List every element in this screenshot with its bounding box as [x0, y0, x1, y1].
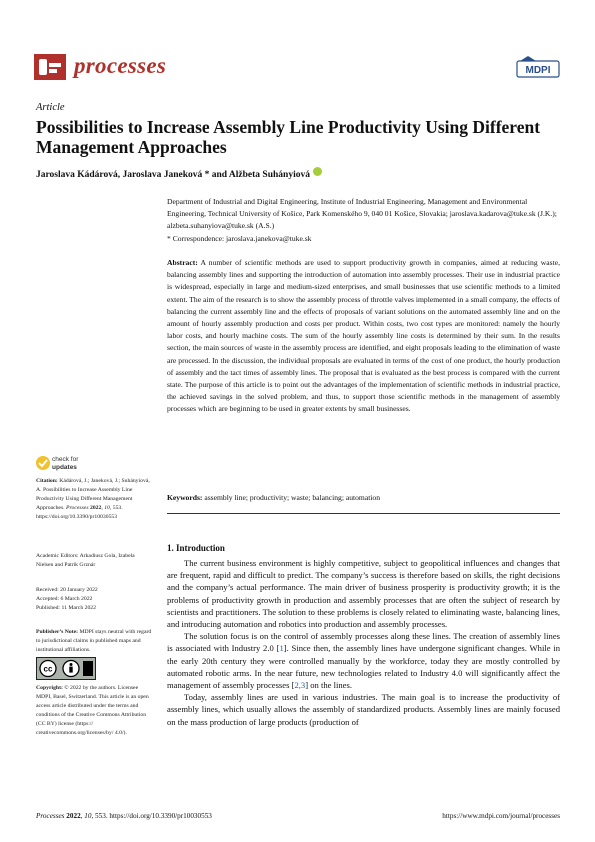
accepted-date: Accepted: 6 March 2022 [36, 596, 93, 603]
citation-block [36, 477, 152, 522]
citation-year: 2022 [88, 505, 102, 512]
check-for-updates[interactable] [52, 456, 78, 471]
introduction-body [167, 557, 560, 728]
affiliation-block [167, 196, 560, 245]
section-divider [167, 513, 560, 514]
check-updates-line1: check for [52, 456, 79, 463]
publisher-note [36, 628, 152, 655]
paragraph [167, 630, 560, 691]
svg-text:cc: cc [43, 664, 53, 674]
author-list [36, 167, 322, 180]
reference-link[interactable]: 1 [279, 643, 284, 654]
footer-journal: Processes [36, 812, 65, 820]
academic-editors: Academic Editors: Arkadiusz Gola, Izabela Nielsen and Patrik Grznár [36, 553, 135, 569]
footer-journal-url[interactable]: https://www.mdpi.com/journal/processes [442, 812, 560, 820]
page-footer [36, 812, 560, 820]
citation-journal: Processes [66, 505, 89, 512]
published-date: Published: 11 March 2022 [36, 605, 96, 612]
authors-text: Jaroslava Kádárová, Jaroslava Janeková * and Alžbeta Suhányiová [36, 170, 310, 180]
abstract [167, 257, 560, 416]
paragraph: Today, assembly lines are used in various industries. The main goal is to increase the productivity of assembly lines, which usually allows the assembly of standardized products. Assembly lines are mainly focused on the mass production of large products (production of [167, 692, 560, 727]
affiliation-text: Department of Industrial and Digital Engineering, Institute of Industrial Engineering, Management and Environmental Engineering, Technical University of Košice, Park Komenského 9, 040 01 Košice, Slovakia; jaroslava.kadarova@tuke.sk (J.K.); alzbeta.suhanyiova@tuke.sk (A.S.) [167, 197, 557, 231]
citation-label: Citation: [36, 478, 58, 484]
copyright-block [36, 684, 152, 739]
paragraph-text: ]. Since then, the assembly lines have undergone significant changes. While in the early 20th century they were controlled manually by the workforce, today they are mostly controlled by automated robotic arms. In the near future, new technologies related to Industry 4.0 will significantly affect the management of assembly processes [ [167, 643, 560, 691]
dates-block [36, 586, 152, 613]
keywords-label: Keywords: [167, 493, 203, 502]
reference-link[interactable]: 2,3 [294, 680, 306, 691]
paragraph-text: ] on the lines. [305, 680, 352, 691]
publisher-note-label: Publisher’s Note: [36, 629, 79, 635]
check-for-updates-icon[interactable] [35, 455, 51, 471]
copyright-text: © 2022 by the authors. Licensee MDPI, Basel, Switzerland. This article is an open access article distributed under the terms and conditions of the Creative Commons Attribution (CC BY) license (https:// creativecommons.org/licenses/by/ 4.0/). [36, 685, 149, 737]
publisher-note-text: MDPI stays neutral with regard to jurisdictional claims in published maps and institutional affiliations. [36, 629, 152, 654]
keywords-text: assembly line; productivity; waste; balancing; automation [202, 493, 381, 502]
footer-citation [36, 812, 212, 820]
footer-year: 2022 [64, 812, 81, 820]
footer-volume: , 10, [80, 812, 94, 820]
article-type: Article [36, 102, 65, 113]
orcid-icon[interactable] [313, 167, 322, 176]
keywords [167, 492, 560, 504]
journal-logo-icon [34, 54, 66, 80]
abstract-label: Abstract: [167, 258, 198, 267]
footer-doi[interactable]: 553. https://doi.org/10.3390/pr10030553 [93, 812, 212, 820]
correspondence: * Correspondence: jaroslava.janekova@tuke.sk [167, 233, 312, 243]
mdpi-logo-icon[interactable] [516, 55, 560, 79]
copyright-label: Copyright: [36, 685, 63, 691]
svg-text:MDPI: MDPI [525, 65, 551, 76]
check-updates-line2: updates [52, 463, 77, 471]
citation-volume: , 10, [101, 505, 112, 512]
creative-commons-by-icon[interactable] [36, 657, 96, 680]
paragraph: The current business environment is highly competitive, subject to geopolitical influences and changes that are frequent, rapid and difficult to predict. The company’s success is therefore based on skills, the right decisions and the company’s actual performance. The main driver of business prosperity is productivity growth; it is the problems of productivity growth in production and assembly processes that are often the subject of research by scientists and practitioners. The solution to these problems is closely related to eliminating waste, balancing lines, and introducing automation and robotics into production and assembly processes. [167, 558, 560, 630]
citation-text: Kádárová, J.; Janeková, J.; Suhányiová, A. Possibilities to Increase Assembly Line Productivity Using Different Management Approaches. [36, 478, 150, 512]
section-heading: 1. Introduction [167, 543, 225, 553]
abstract-text: A number of scientific methods are used to support productivity growth in companies, aimed at reducing waste, balancing assembly lines and supporting the introduction of automation into assembly processes. Their use in industrial practice is widespread, especially in large and medium-sized enterprises, and small businesses that use scientific methods to a limited extent. The aim of the research is to show the assembly process of throttle valves implemented in a small company, the effects of balancing the current assembly line and the effects of proposals of variant solutions on the automated assembly line and on the amount of hourly assembly production and costs per product. Within costs, two cost types are monitored: namely the hourly labor costs, and hourly machine costs. The sum of the hourly assembly line costs is determined by their sum. In the results section, the main sources of waste in the assembly process are identified, and eight proposals leading to the elimination of waste are processed. In the discussion, the individual proposals are evaluated in terms of the cost of one product, the hourly production of assembly and the tact times of assembly lines. The proposal that is evaluated as the best process is compared with the current state. The purpose of this article is to point out the advantages of the implementation of scientific methods in industrial practice, the achieved savings in the solved problem, and thus, to support those scientific methods in the management of assembly processes which are beginning to be used in greater extents by small businesses. [167, 258, 560, 414]
article-title: Possibilities to Increase Assembly Line Productivity Using Different Management Approaches [36, 117, 541, 157]
journal-name[interactable]: processes [74, 53, 167, 78]
paragraph-text: The solution focus is on the control of assembly processes along these lines. The creation of assembly lines is associated with Industry 2.0 [ [167, 631, 560, 654]
citation-doi[interactable]: 553. https://doi.org/10.3390/pr10030553 [36, 505, 123, 521]
received-date: Received: 20 January 2022 [36, 587, 98, 593]
